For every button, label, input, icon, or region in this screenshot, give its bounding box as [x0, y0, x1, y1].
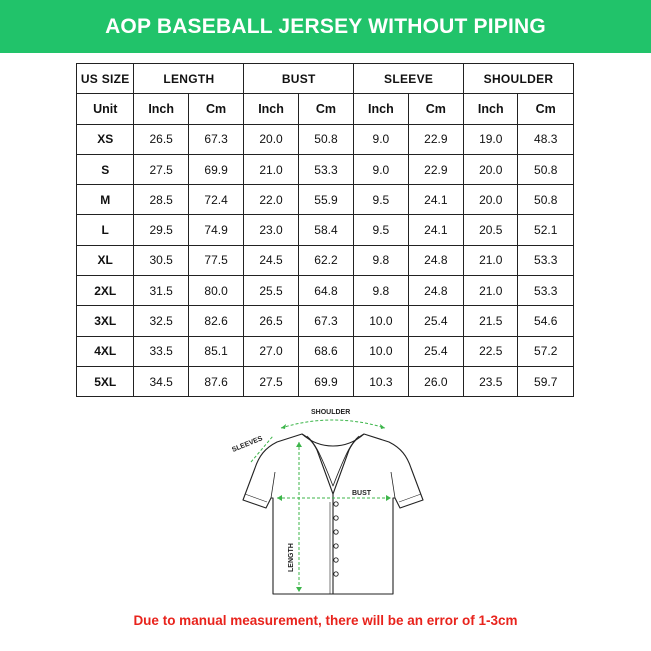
size-value-cell: 30.5	[134, 245, 188, 275]
shoulder-label: SHOULDER	[311, 409, 351, 416]
size-row-3xl	[77, 306, 574, 336]
size-value-cell: 69.9	[298, 366, 353, 396]
size-value-cell: 26.0	[408, 366, 463, 396]
header-row-measurements	[77, 64, 574, 94]
size-rows	[77, 124, 574, 397]
size-value-cell: 27.5	[134, 154, 188, 184]
size-value-cell: 53.3	[298, 154, 353, 184]
size-value-cell: 59.7	[518, 366, 574, 396]
size-value-cell: 20.0	[244, 124, 298, 154]
size-value-cell: 29.5	[134, 215, 188, 245]
unit-header: Inch	[134, 94, 188, 124]
size-value-cell: 22.5	[464, 336, 518, 366]
size-value-cell: 53.3	[518, 276, 574, 306]
size-value-cell: 67.3	[298, 306, 353, 336]
size-value-cell: 57.2	[518, 336, 574, 366]
size-value-cell: 27.0	[244, 336, 298, 366]
size-value-cell: 23.0	[244, 215, 298, 245]
unit-label: Unit	[77, 94, 134, 124]
size-value-cell: 25.4	[408, 306, 463, 336]
group-header-sleeve: SLEEVE	[354, 64, 464, 94]
size-value-cell: 80.0	[188, 276, 243, 306]
group-header-length: LENGTH	[134, 64, 244, 94]
size-value-cell: 21.0	[244, 154, 298, 184]
size-value-cell: 27.5	[244, 366, 298, 396]
size-value-cell: 62.2	[298, 245, 353, 275]
size-value-cell: 24.8	[408, 245, 463, 275]
size-value-cell: 25.4	[408, 336, 463, 366]
size-label: XS	[77, 124, 134, 154]
size-label: S	[77, 154, 134, 184]
size-label: M	[77, 185, 134, 215]
size-value-cell: 85.1	[188, 336, 243, 366]
size-value-cell: 9.5	[354, 185, 408, 215]
size-value-cell: 67.3	[188, 124, 243, 154]
size-value-cell: 21.0	[464, 276, 518, 306]
size-value-cell: 19.0	[464, 124, 518, 154]
size-value-cell: 53.3	[518, 245, 574, 275]
size-value-cell: 24.8	[408, 276, 463, 306]
unit-header: Inch	[354, 94, 408, 124]
size-row-4xl	[77, 336, 574, 366]
unit-header: Cm	[518, 94, 574, 124]
size-label: 4XL	[77, 336, 134, 366]
size-value-cell: 10.0	[354, 336, 408, 366]
page-title: AOP BASEBALL JERSEY WITHOUT PIPING	[105, 14, 546, 38]
size-value-cell: 82.6	[188, 306, 243, 336]
size-value-cell: 9.5	[354, 215, 408, 245]
size-row-l	[77, 215, 574, 245]
jersey-measurement-diagram	[215, 402, 455, 602]
unit-header: Cm	[298, 94, 353, 124]
size-row-xl	[77, 245, 574, 275]
size-value-cell: 24.1	[408, 215, 463, 245]
size-value-cell: 74.9	[188, 215, 243, 245]
size-value-cell: 68.6	[298, 336, 353, 366]
size-label: 3XL	[77, 306, 134, 336]
size-value-cell: 32.5	[134, 306, 188, 336]
size-value-cell: 10.0	[354, 306, 408, 336]
size-value-cell: 69.9	[188, 154, 243, 184]
size-value-cell: 20.5	[464, 215, 518, 245]
size-value-cell: 54.6	[518, 306, 574, 336]
size-value-cell: 77.5	[188, 245, 243, 275]
size-value-cell: 9.0	[354, 124, 408, 154]
size-value-cell: 23.5	[464, 366, 518, 396]
size-value-cell: 33.5	[134, 336, 188, 366]
unit-header: Inch	[244, 94, 298, 124]
shoulder-measure-line	[281, 420, 385, 428]
unit-header: Inch	[464, 94, 518, 124]
size-value-cell: 22.9	[408, 124, 463, 154]
size-value-cell: 58.4	[298, 215, 353, 245]
size-value-cell: 26.5	[244, 306, 298, 336]
size-value-cell: 31.5	[134, 276, 188, 306]
header-row-units	[77, 94, 574, 124]
size-row-m	[77, 185, 574, 215]
size-label: 5XL	[77, 366, 134, 396]
size-value-cell: 21.5	[464, 306, 518, 336]
size-value-cell: 87.6	[188, 366, 243, 396]
size-value-cell: 34.5	[134, 366, 188, 396]
sleeves-label: SLEEVES	[231, 435, 264, 454]
size-value-cell: 55.9	[298, 185, 353, 215]
size-value-cell: 20.0	[464, 154, 518, 184]
size-chart-table	[76, 63, 574, 397]
size-row-xs	[77, 124, 574, 154]
size-value-cell: 64.8	[298, 276, 353, 306]
size-value-cell: 72.4	[188, 185, 243, 215]
size-value-cell: 26.5	[134, 124, 188, 154]
size-row-s	[77, 154, 574, 184]
size-value-cell: 22.0	[244, 185, 298, 215]
size-value-cell: 48.3	[518, 124, 574, 154]
size-value-cell: 28.5	[134, 185, 188, 215]
size-value-cell: 22.9	[408, 154, 463, 184]
length-label: LENGTH	[288, 543, 295, 572]
size-value-cell: 25.5	[244, 276, 298, 306]
size-value-cell: 50.8	[298, 124, 353, 154]
jersey-outline	[243, 434, 423, 594]
size-value-cell: 50.8	[518, 154, 574, 184]
size-value-cell: 20.0	[464, 185, 518, 215]
size-value-cell: 52.1	[518, 215, 574, 245]
measurement-note: Due to manual measurement, there will be an error of 1-3cm	[133, 613, 518, 628]
size-label: L	[77, 215, 134, 245]
size-value-cell: 21.0	[464, 245, 518, 275]
size-value-cell: 9.0	[354, 154, 408, 184]
size-value-cell: 10.3	[354, 366, 408, 396]
size-value-cell: 9.8	[354, 245, 408, 275]
unit-header: Cm	[188, 94, 243, 124]
size-row-5xl	[77, 366, 574, 396]
size-value-cell: 9.8	[354, 276, 408, 306]
unit-header: Cm	[408, 94, 463, 124]
corner-label: US SIZE	[77, 64, 134, 94]
size-value-cell: 24.5	[244, 245, 298, 275]
size-value-cell: 50.8	[518, 185, 574, 215]
size-label: 2XL	[77, 276, 134, 306]
group-header-bust: BUST	[244, 64, 354, 94]
group-header-shoulder: SHOULDER	[464, 64, 574, 94]
size-row-2xl	[77, 276, 574, 306]
page-title-banner	[0, 0, 651, 53]
size-label: XL	[77, 245, 134, 275]
size-value-cell: 24.1	[408, 185, 463, 215]
bust-label: BUST	[352, 490, 372, 497]
